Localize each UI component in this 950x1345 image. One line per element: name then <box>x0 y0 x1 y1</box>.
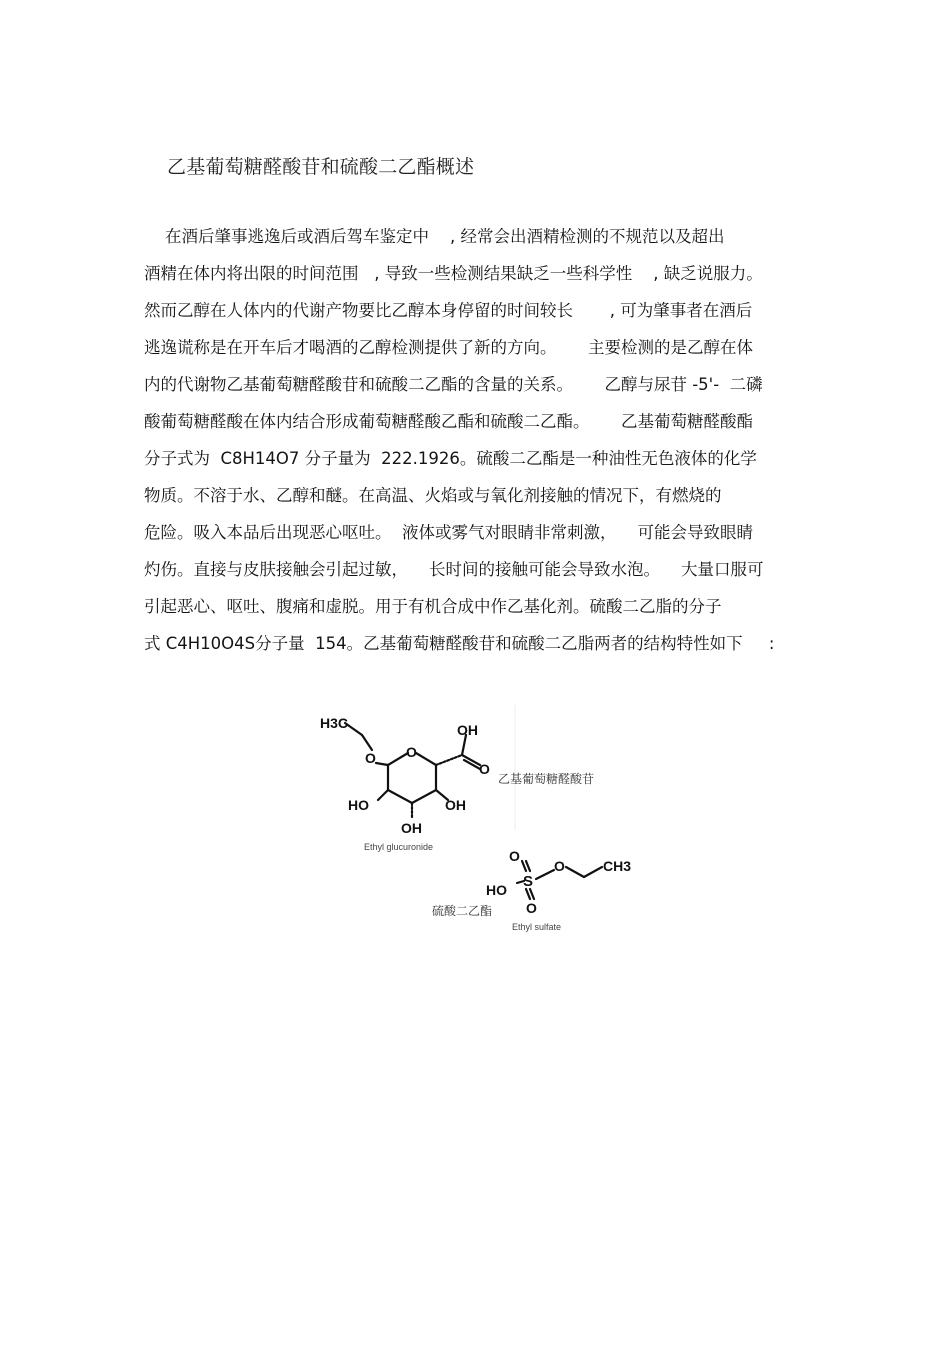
atom-label: OH <box>457 722 478 738</box>
body-line: 然而乙醇在人体内的代谢产物要比乙醇本身停留的时间较长 , 可为肇事者在酒后 <box>144 301 753 320</box>
body-line: 物质。不溶于水、乙醇和醚。在高温、火焰或与氧化剂接触的情况下，有燃烧的 <box>144 486 722 505</box>
bond <box>388 790 412 803</box>
atom-label: HO <box>348 797 369 813</box>
body-line: 在酒后肇事逃逸后或酒后驾车鉴定中 , 经常会出酒精检测的不规范以及超出 <box>144 227 725 246</box>
bond <box>462 735 466 755</box>
bond <box>376 763 388 765</box>
glucuronide-atom-labels <box>320 715 490 836</box>
body-line: 酸葡萄糖醛酸在体内结合形成葡萄糖醛酸乙酯和硫酸二乙酯。 乙基葡萄糖醛酸酯 <box>144 412 753 431</box>
atom-label: H3C <box>320 715 349 731</box>
glucuronide-label-en: Ethyl glucuronide <box>364 842 434 852</box>
atom-label: O <box>526 900 537 916</box>
bond <box>362 735 372 750</box>
document-body <box>144 224 824 668</box>
structures-svg <box>300 695 660 945</box>
atom-label: O <box>554 858 565 874</box>
sulfate-atom-labels <box>486 848 631 916</box>
body-line: 逃逸谎称是在开车后才喝酒的乙醇检测提供了新的方向。 主要检测的是乙醇在体 <box>144 338 753 357</box>
body-line: 内的代谢物乙基葡萄糖醛酸苷和硫酸二乙酯的含量的关系。 乙醇与尿苷 -5'- 二磷 <box>144 375 763 394</box>
bond <box>522 861 526 871</box>
body-line: 灼伤。直接与皮肤接触会引起过敏， 长时间的接触可能会导致水泡。 大量口服可 <box>144 560 764 579</box>
atom-label: HO <box>486 882 507 898</box>
chemical-structures-figure <box>300 695 660 945</box>
bond <box>416 753 436 765</box>
atom-label: OH <box>445 797 466 813</box>
bond <box>584 867 602 877</box>
atom-label: O <box>365 750 376 766</box>
bond <box>526 861 530 871</box>
atom-label: CH3 <box>603 858 632 874</box>
bond <box>378 790 388 800</box>
sulfate-label-en: Ethyl sulfate <box>512 922 562 932</box>
document-title: 乙基葡萄糖醛酸苷和硫酸二乙酯概述 <box>167 156 475 178</box>
bond <box>388 753 408 765</box>
atom-label: O <box>479 761 490 777</box>
sulfate-label-cn: 硫酸二乙酯 <box>432 904 493 918</box>
atom-label: OH <box>401 820 422 836</box>
body-line: 分子式为 C8H14O7 分子量为 222.1926。硫酸二乙酯是一种油性无色液体的化学 <box>144 449 757 468</box>
atom-label: O <box>509 848 520 864</box>
bond <box>530 889 534 899</box>
bond <box>412 790 436 803</box>
body-line: 酒精在体内将出限的时间范围 , 导致一些检测结果缺乏一些科学性 , 缺乏说服力。 <box>144 264 763 283</box>
bond <box>526 889 530 899</box>
bond <box>566 867 584 877</box>
atom-label: S <box>523 873 534 890</box>
glucuronide-label-cn: 乙基葡萄糖醛酸苷 <box>498 772 595 786</box>
bond <box>436 755 462 765</box>
atom-label: O <box>406 744 417 760</box>
body-line: 式 C4H10O4S分子量 154。乙基葡萄糖醛酸苷和硫酸二乙脂两者的结构特性如下 : <box>144 634 775 653</box>
bond <box>536 870 554 879</box>
body-line: 引起恶心、呕吐、腹痛和虚脱。用于有机合成中作乙基化剂。硫酸二乙脂的分子 <box>144 597 722 616</box>
body-line: 危险。吸入本品后出现恶心呕吐。 液体或雾气对眼睛非常刺激， 可能会导致眼睛 <box>144 523 753 542</box>
